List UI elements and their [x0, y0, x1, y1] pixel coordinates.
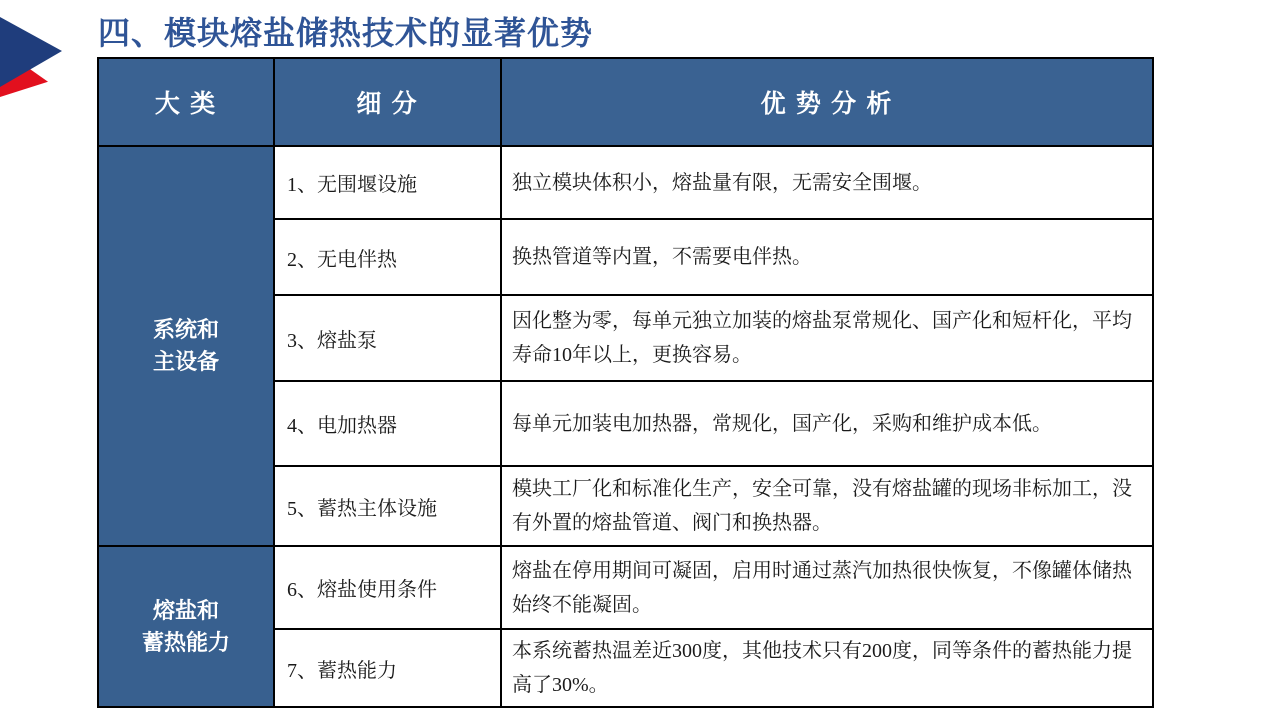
table-header-row [98, 58, 1153, 146]
subdivision-cell: 2、无电伴热 [274, 219, 501, 295]
category-line: 主设备 [152, 349, 219, 374]
subdivision-cell: 5、蓄热主体设施 [274, 466, 501, 546]
analysis-cell: 独立模块体积小，熔盐量有限，无需安全围堰。 [501, 146, 1153, 219]
subdivision-cell: 6、熔盐使用条件 [274, 546, 501, 629]
advantages-table [97, 57, 1154, 708]
column-header-analysis: 优 势 分 析 [501, 58, 1153, 146]
subdivision-cell: 7、蓄热能力 [274, 629, 501, 707]
analysis-cell: 熔盐在停用期间可凝固，启用时通过蒸汽加热很快恢复，不像罐体储热始终不能凝固。 [501, 546, 1153, 629]
subdivision-cell: 3、熔盐泵 [274, 295, 501, 381]
subdivision-cell: 1、无围堰设施 [274, 146, 501, 219]
analysis-cell: 因化整为零，每单元独立加装的熔盐泵常规化、国产化和短杆化，平均寿命10年以上，更换容易。 [501, 295, 1153, 381]
table-row [98, 546, 1153, 629]
category-cell-system [98, 146, 274, 546]
column-header-category: 大 类 [98, 58, 274, 146]
category-line: 熔盐和 [152, 597, 219, 623]
page-title: 四、模块熔盐储热技术的显著优势 [98, 15, 594, 51]
category-line: 系统和 [152, 317, 219, 342]
analysis-cell: 换热管道等内置，不需要电伴热。 [501, 219, 1153, 295]
table-row [98, 146, 1153, 219]
subdivision-cell: 4、电加热器 [274, 381, 501, 466]
analysis-cell: 模块工厂化和标准化生产，安全可靠，没有熔盐罐的现场非标加工，没有外置的熔盐管道、阀门和换热器。 [501, 466, 1153, 546]
category-cell-molten-salt [98, 546, 274, 707]
analysis-cell: 本系统蓄热温差近300度，其他技术只有200度，同等条件的蓄热能力提高了30%。 [501, 629, 1153, 707]
analysis-cell: 每单元加装电加热器，常规化，国产化，采购和维护成本低。 [501, 381, 1153, 466]
category-line: 蓄热能力 [141, 629, 230, 655]
column-header-subdivision: 细 分 [274, 58, 501, 146]
